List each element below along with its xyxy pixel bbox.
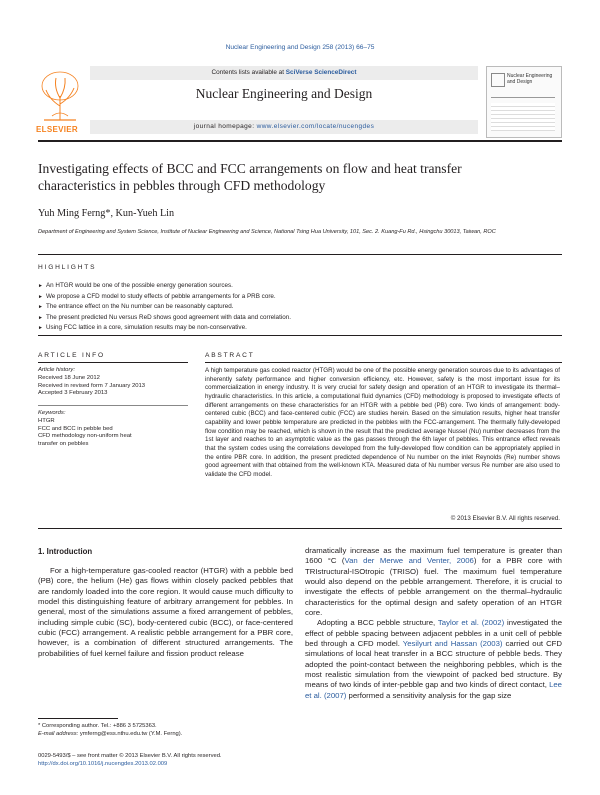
highlight-text: An HTGR would be one of the possible energy generation sources. — [45, 282, 233, 289]
footnote — [38, 722, 298, 738]
article-title — [38, 160, 568, 194]
paragraph — [305, 546, 562, 618]
citation-link[interactable]: Lee et al. (2007) — [305, 680, 562, 700]
highlight-text: The present predicted Nu versus ReD shows good agreement with data and correlation. — [45, 313, 291, 321]
history-label: Article history: — [38, 367, 75, 373]
divider — [205, 362, 562, 363]
footnote-rule — [38, 718, 118, 719]
highlight-text: The entrance effect on the Nu number can be reasonably captured. — [45, 303, 234, 311]
arrow-icon: ► — [38, 293, 43, 300]
divider — [38, 528, 562, 529]
article-title-line: Investigating effects of BCC and FCC arrangements on flow and heat transfer — [38, 161, 462, 176]
copyright: © 2013 Elsevier B.V. All rights reserved. — [450, 515, 560, 522]
authors: Yuh Ming Ferng*, Kun-Yueh Lin — [38, 208, 175, 219]
history-item: Received 18 June 2012 — [38, 374, 100, 381]
text-run: Adopting a BCC pebble structure, — [317, 618, 438, 628]
publication-info — [38, 752, 338, 768]
history-item: Accepted 3 February 2013 — [38, 390, 108, 397]
homepage-link[interactable]: www.elsevier.com/locate/nucengdes — [256, 123, 375, 130]
highlights-list — [38, 281, 558, 334]
doi-link[interactable]: http://dx.doi.org/10.1016/j.nucengdes.2013.02.009 — [38, 761, 168, 767]
highlight-item — [38, 281, 558, 292]
homepage-banner — [90, 120, 478, 134]
text-run: carried out CFD simulations of local heat transfer in a BCC structure of pebble beds. They adopted the point-contact between the neighboring pebbles, which is the most realistic simulation from the viewpoint of packed bed structure. By means of two kinds of inter-pebble gap and two kinds of direct contact, — [305, 639, 563, 690]
left-column — [38, 566, 293, 659]
cover-emblem-icon — [491, 73, 505, 87]
divider — [38, 335, 562, 336]
abstract-heading: ABSTRACT — [205, 352, 255, 359]
arrow-icon: ► — [38, 314, 43, 321]
section-heading: 1. Introduction — [38, 547, 93, 556]
journal-title: Nuclear Engineering and Design — [195, 86, 373, 101]
keywords-label: Keywords: — [38, 410, 66, 416]
journal-citation[interactable]: Nuclear Engineering and Design 258 (2013) 66–75 — [225, 44, 375, 51]
cover-title: Nuclear Engineering and Design — [507, 73, 553, 85]
abstract-text: A high temperature gas cooled reactor (HTGR) would be one of the possible energy generation sources due to its advantages of inherently safety performance and higher conversion efficiency, etc. However, safety is the most important issue for its commercialization in energy industry. It is very crucial for safety design and operation of an HTGR to investigate its thermal–hydraulic characteristics. In this article, a computational fluid dynamics (CFD) methodology is proposed to investigate effects of different arrangements on these characteristics for an HTGR with a pebble bed (PB) core. Two kinds of arrangement: body-centered cubic (BCC) and face-centered cubic (FCC) are studies herein. Based on the simulation results, higher heat transfer capability and lower pebble temperature are predicted in the pebbles with the FCC-arrangement. The thermally fully-developed flow condition may be reached, which is shown in the result that the predicted average Nussel (Nu) number decreases from the 1st layer and reaches to an asymptotic value as the gas passes through the 6th layer of pebbles. This entrance effect reveals that the system codes using the correlations developed from the fully-developed flow condition can be appropriately applied in the entire PBR core. In addition, the present predicted dependence of Nu number on the inlet Reynolds (Re) number shows good agreement with that obtained from the well-known KTA. Measured data of Nu number versus Re number are also used to validate the CFD model. — [205, 367, 560, 478]
highlight-text: Using FCC lattice in a core, simulation results may be non-conservative. — [45, 324, 247, 332]
text-run: ) for a PBR core with TRIstructural-ISOtropic (TRISO) fuel. The maximum fuel temperature would also depend on the pebble arrangement. Therefore, it is crucial to investigate the effects of pebble arrangement on the thermal–hydraulic characteristics for the optimal design and safety operation of an HTGR core. — [305, 556, 562, 618]
journal-cover-thumbnail — [486, 66, 562, 138]
divider — [38, 362, 188, 363]
paragraph: For a high-temperature gas-cooled reactor (HTGR) with a pebble bed (PB) core, the helium (He) gas flows within closely packed pebbles that are randomly loaded into the core region. It would cause much difficulty to model this distinguishing feature of arbitrary arrangement for pebbles. In general, most of the simulations assume a fixed arrangement of pebbles, including simple cubic (SC), body-centered cubic (BCC), or face-centered cubic (FCC) arrangement. A realistic pebble arrangement for a PBR core, however, is a combination of different structured arrangements. The probabilities of fuel kernel failure and fission product release — [38, 566, 293, 658]
keywords — [38, 410, 188, 449]
cover-text-lines — [491, 103, 555, 131]
cover-divider — [491, 97, 555, 98]
citation-link[interactable]: Yesilyurt and Hassan (2003) — [402, 639, 503, 649]
affiliation: Department of Engineering and System Science, Institute of Nuclear Engineering and Science, National Tsing Hua University, 101, Sec. 2. Kuang-Fu Rd., Hsingchu 30013, Taiwan, ROC — [38, 229, 496, 235]
text-run: investigated the effect of pebble spacing between adjacent pebbles in a unit cell of pebble bed through a CFD model. — [305, 618, 563, 649]
publisher-name: ELSEVIER — [36, 125, 78, 134]
article-history — [38, 367, 188, 398]
article-info-heading: ARTICLE INFO — [38, 352, 105, 359]
highlight-text: We propose a CFD model to study effects of pebble arrangements for a PRB core. — [45, 292, 276, 300]
homepage-prefix: journal homepage: — [193, 123, 257, 130]
sciencedirect-link[interactable]: SciVerse ScienceDirect — [285, 69, 357, 76]
contents-banner — [90, 66, 478, 80]
text-run: performed a sensitivity analysis for the gap size — [346, 690, 512, 700]
keyword: HTGR — [38, 417, 55, 424]
email-line — [38, 730, 298, 738]
right-column — [305, 546, 562, 701]
issn-line: 0029-5493/$ – see front matter © 2013 Elsevier B.V. All rights reserved. — [38, 753, 222, 759]
history-item: Received in revised form 7 January 2013 — [38, 382, 146, 389]
highlight-item — [38, 323, 558, 334]
divider — [38, 254, 562, 255]
email-label: E-mail address: — [38, 731, 79, 737]
paragraph — [305, 618, 562, 701]
email-address[interactable]: ymferng@ess.nthu.edu.tw (Y.M. Ferng). — [78, 731, 183, 737]
keyword: transfer on pebbles — [38, 441, 89, 448]
citation-link[interactable]: Taylor et al. (2002) — [437, 618, 505, 628]
arrow-icon: ► — [38, 283, 43, 289]
header-rule — [38, 140, 562, 142]
keyword: CFD methodology non-uniform heat — [38, 433, 132, 440]
corresponding-author: * Corresponding author. Tel.: +886 3 5725363. — [38, 723, 157, 729]
citation-link[interactable]: Van der Merwe and Venter, 2006 — [344, 556, 474, 566]
contents-prefix: Contents lists available at — [211, 69, 286, 76]
highlight-item — [38, 313, 558, 324]
article-title-line: characteristics in pebbles through CFD methodology — [38, 178, 326, 193]
arrow-icon: ► — [38, 325, 43, 332]
divider — [38, 405, 188, 406]
elsevier-tree-logo-icon — [38, 66, 82, 128]
highlights-heading: HIGHLIGHTS — [38, 264, 97, 271]
keyword: FCC and BCC in pebble bed — [38, 425, 113, 432]
arrow-icon: ► — [38, 304, 43, 311]
highlight-item — [38, 302, 558, 313]
highlight-item — [38, 292, 558, 303]
text-run: dramatically increase as the maximum fuel temperature is greater than 1600 °C ( — [305, 546, 562, 566]
